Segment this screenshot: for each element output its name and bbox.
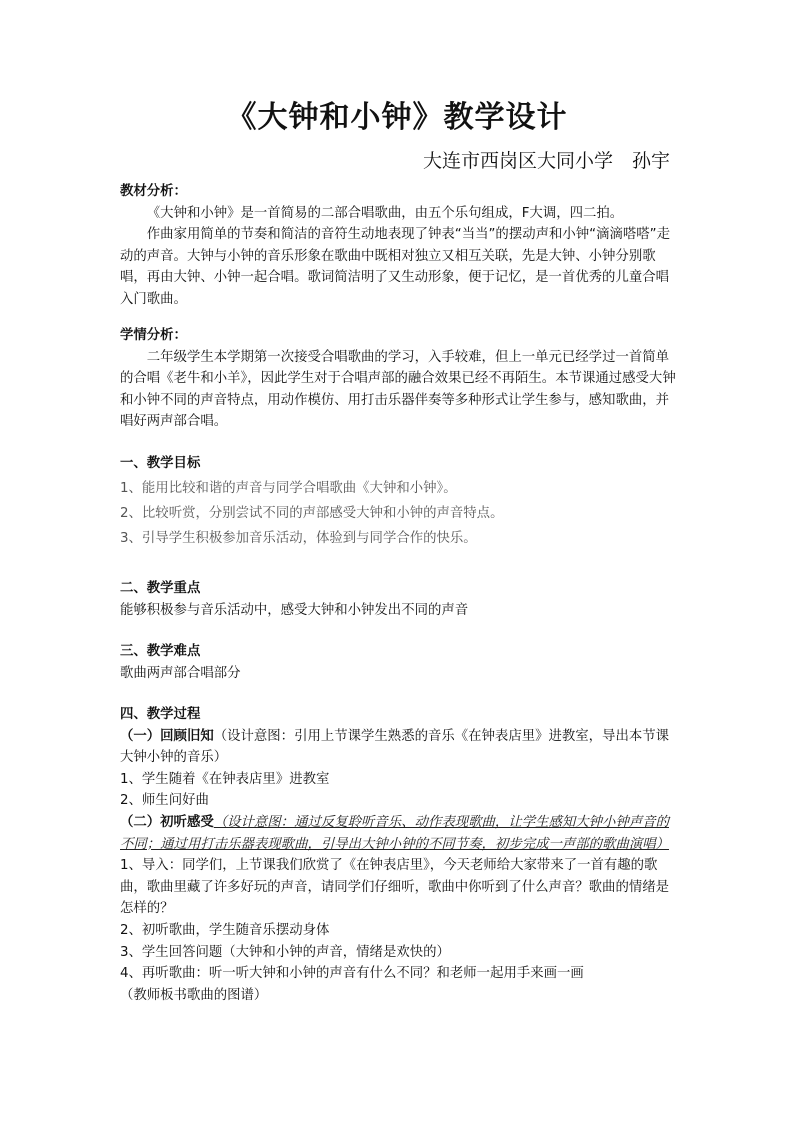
goal-item: 3、引导学生积极参加音乐活动，体验到与同学合作的快乐。	[120, 531, 477, 546]
process-section	[120, 704, 680, 1006]
list-item: 2、师生问好曲	[120, 793, 209, 809]
process-step-2	[120, 812, 680, 855]
focus-heading: 二、教学重点	[120, 581, 201, 596]
material-section	[120, 181, 680, 311]
difficulty-section	[120, 641, 680, 684]
author-line: 大连市西岗区大同小学 孙宇	[422, 150, 670, 172]
goals-heading: 一、教学目标	[120, 456, 201, 471]
step-1-note: （设计意图：引用上节课学生熟悉的音乐《在钟表店里》进教室，导出本节课大钟小钟的音乐）	[120, 728, 670, 766]
list-item: 1、学生随着《在钟表店里》进教室	[120, 771, 330, 787]
list-item: （教师板书歌曲的图谱）	[120, 987, 268, 1003]
goal-item: 2、比较听赏，分别尝试不同的声部感受大钟和小钟的声音特点。	[120, 506, 504, 521]
step-1-title: （一）回顾旧知	[120, 728, 214, 744]
process-step-1	[120, 726, 680, 769]
list-item: 2、初听歌曲，学生随音乐摆动身体	[120, 922, 330, 938]
goal-item: 1、能用比较和谐的声音与同学合唱歌曲《大钟和小钟》。	[120, 481, 457, 496]
focus-section	[120, 578, 680, 621]
step-2-note: （设计意图：通过反复聆听音乐、动作表现歌曲，让学生感知大钟小钟声音的不同；通过用打击乐器表现歌曲，引导出大钟小钟的不同节奏，初步完成一声部的歌曲演唱）	[120, 814, 670, 852]
students-section	[120, 325, 680, 433]
material-paragraph-2: 作曲家用简单的节奏和简洁的音符生动地表现了钟表“当当”的摆动声和小钟“滴滴嗒嗒”走动的声音。大钟与小钟的音乐形象在歌曲中既相对独立又相互关联，先是大钟、小钟分别歌唱，再由大钟、小钟一起合唱。歌词简洁明了又生动形象，便于记忆，是一首优秀的儿童合唱入门歌曲。	[120, 227, 670, 307]
step-2-title: （二）初听感受	[120, 814, 214, 830]
goals-section	[120, 451, 680, 551]
students-paragraph: 二年级学生本学期第一次接受合唱歌曲的学习，入手较难，但上一单元已经学过一首简单的合唱《老牛和小羊》，因此学生对于合唱声部的融合效果已经不再陌生。本节课通过感受大钟和小钟不同的声音特点，用动作模仿、用打击乐器伴奏等多种形式让学生参与，感知歌曲，并唱好两声部合唱。	[120, 349, 676, 430]
list-item: 1、导入：同学们，上节课我们欣赏了《在钟表店里》，今天老师给大家带来了一首有趣的歌曲，歌曲里藏了许多好玩的声音，请同学们仔细听，歌曲中你听到了什么声音？歌曲的情绪是怎样的？	[120, 858, 670, 917]
list-item: 4、再听歌曲：听一听大钟和小钟的声音有什么不同？和老师一起用手来画一画	[120, 966, 584, 982]
material-heading: 教材分析：	[120, 184, 187, 199]
material-paragraph-1: 《大钟和小钟》是一首简易的二部合唱歌曲，由五个乐句组成，F大调，四二拍。	[146, 205, 624, 221]
students-heading: 学情分析：	[120, 328, 187, 343]
focus-text: 能够积极参与音乐活动中，感受大钟和小钟发出不同的声音	[120, 602, 469, 618]
process-heading: 四、教学过程	[120, 707, 201, 722]
page-title: 《大钟和小钟》教学设计	[226, 100, 568, 135]
difficulty-text: 歌曲两声部合唱部分	[120, 665, 241, 681]
difficulty-heading: 三、教学难点	[120, 644, 201, 659]
list-item: 3、学生回答问题（大钟和小钟的声音，情绪是欢快的）	[120, 944, 450, 960]
